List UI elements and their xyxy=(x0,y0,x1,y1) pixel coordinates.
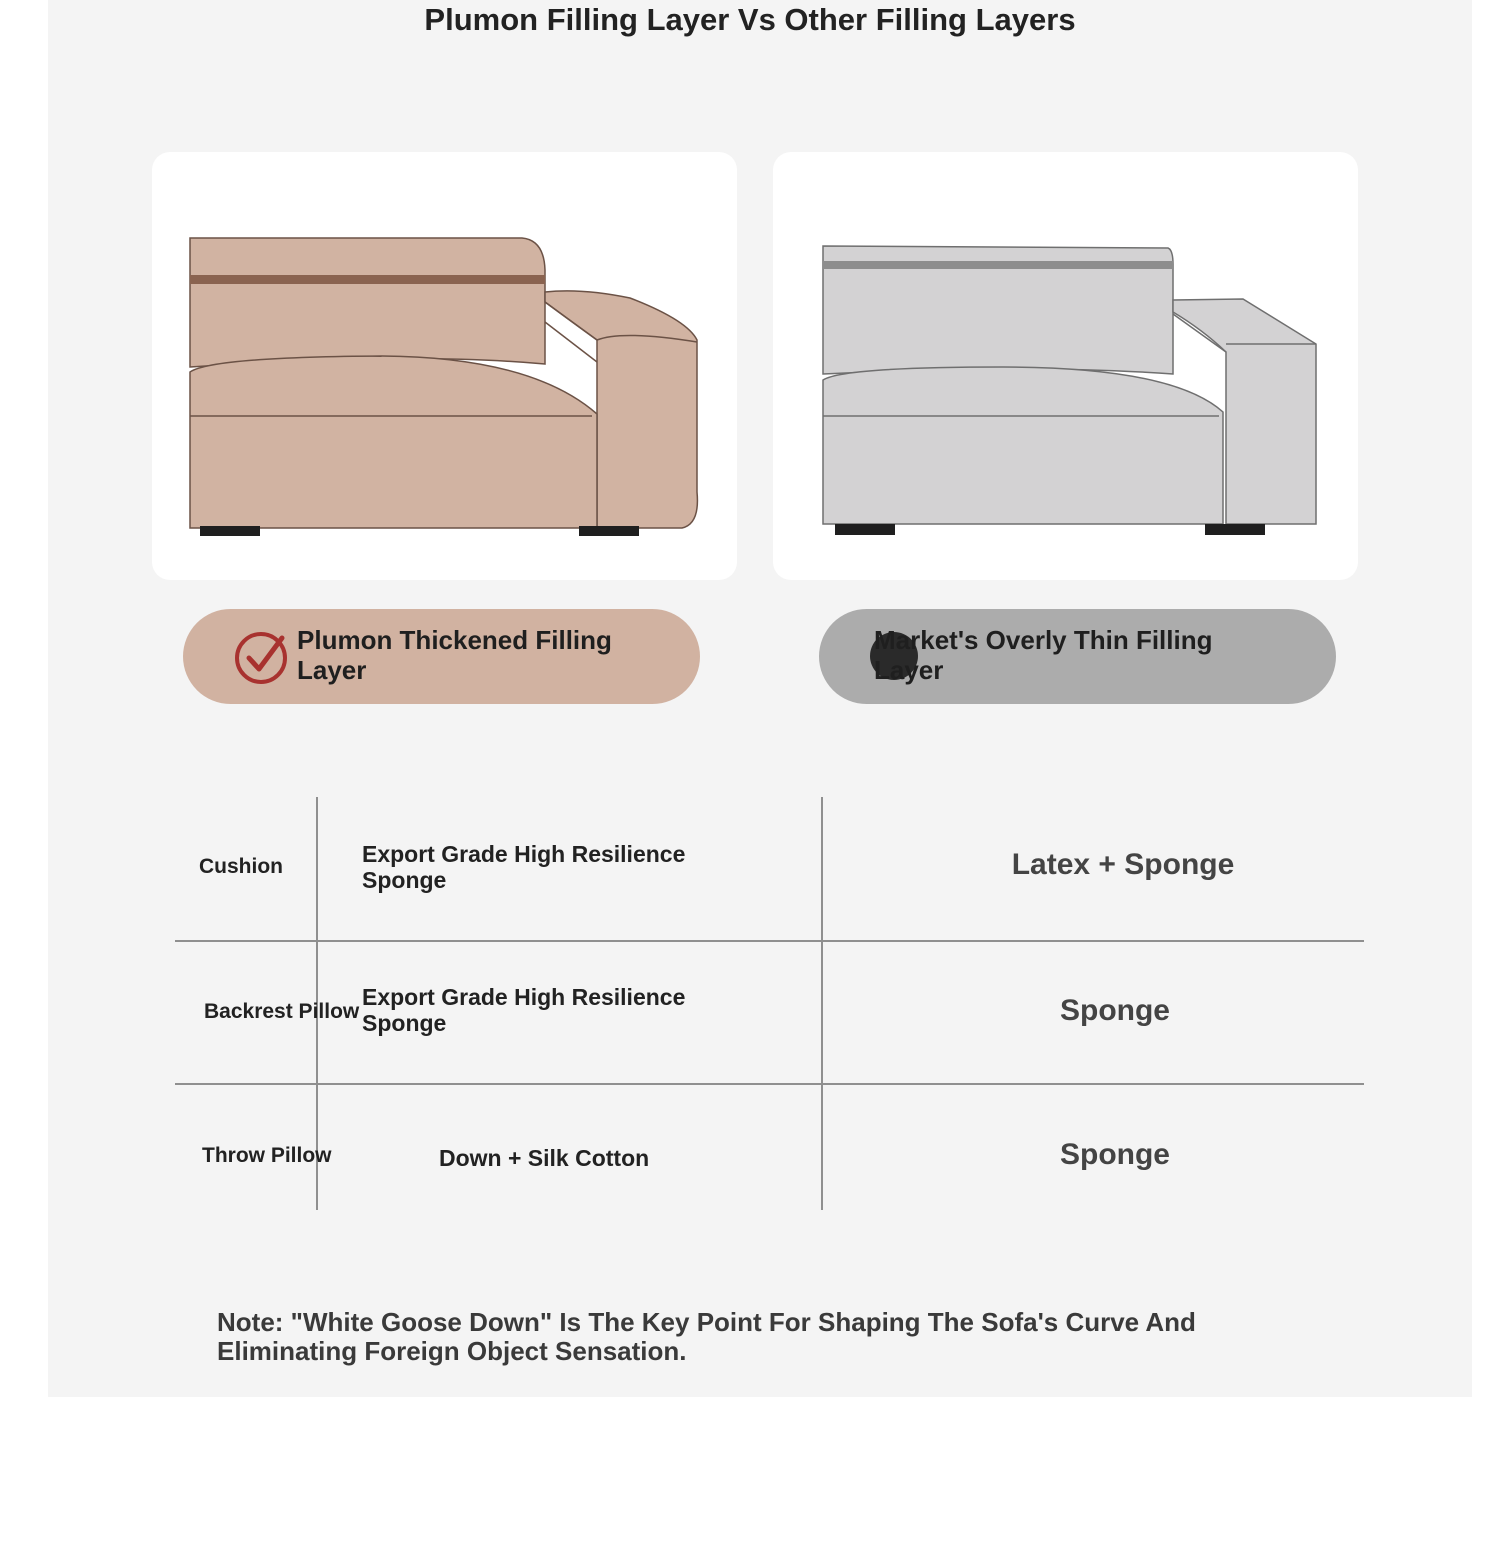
plumon-label: Plumon Thickened Filling Layer xyxy=(297,625,612,685)
backrest-other-value: Sponge xyxy=(1060,994,1170,1027)
market-sofa-illustration xyxy=(773,152,1358,580)
checkmark-circle-icon xyxy=(235,630,289,684)
plumon-label-pill xyxy=(183,609,700,704)
table-divider-horizontal xyxy=(175,940,1364,942)
backrest-ours-value: Export Grade High Resilience Sponge xyxy=(362,984,686,1036)
plumon-sofa-illustration xyxy=(152,152,737,580)
market-label-pill xyxy=(819,609,1336,704)
row-label-backrest-pillow: Backrest Pillow xyxy=(204,1000,360,1023)
cushion-other-value: Latex + Sponge xyxy=(1011,848,1235,881)
row-label-cushion: Cushion xyxy=(199,855,283,878)
market-label: Market's Overly Thin Filling Layer xyxy=(874,625,1213,685)
table-divider-vertical xyxy=(821,797,823,1210)
throw-pillow-ours-value: Down + Silk Cotton xyxy=(439,1145,650,1171)
page-title: Plumon Filling Layer Vs Other Filling Layers xyxy=(424,2,1076,37)
table-divider-horizontal xyxy=(175,1083,1364,1085)
market-sofa-card xyxy=(773,152,1358,580)
footnote: Note: "White Goose Down" Is The Key Point For Shaping The Sofa's Curve And Eliminating Foreign Object Sensation. xyxy=(217,1307,1196,1366)
row-label-throw-pillow: Throw Pillow xyxy=(202,1144,332,1167)
cushion-ours-value: Export Grade High Resilience Sponge xyxy=(362,841,686,893)
plumon-sofa-card xyxy=(152,152,737,580)
throw-pillow-other-value: Sponge xyxy=(1060,1138,1170,1171)
